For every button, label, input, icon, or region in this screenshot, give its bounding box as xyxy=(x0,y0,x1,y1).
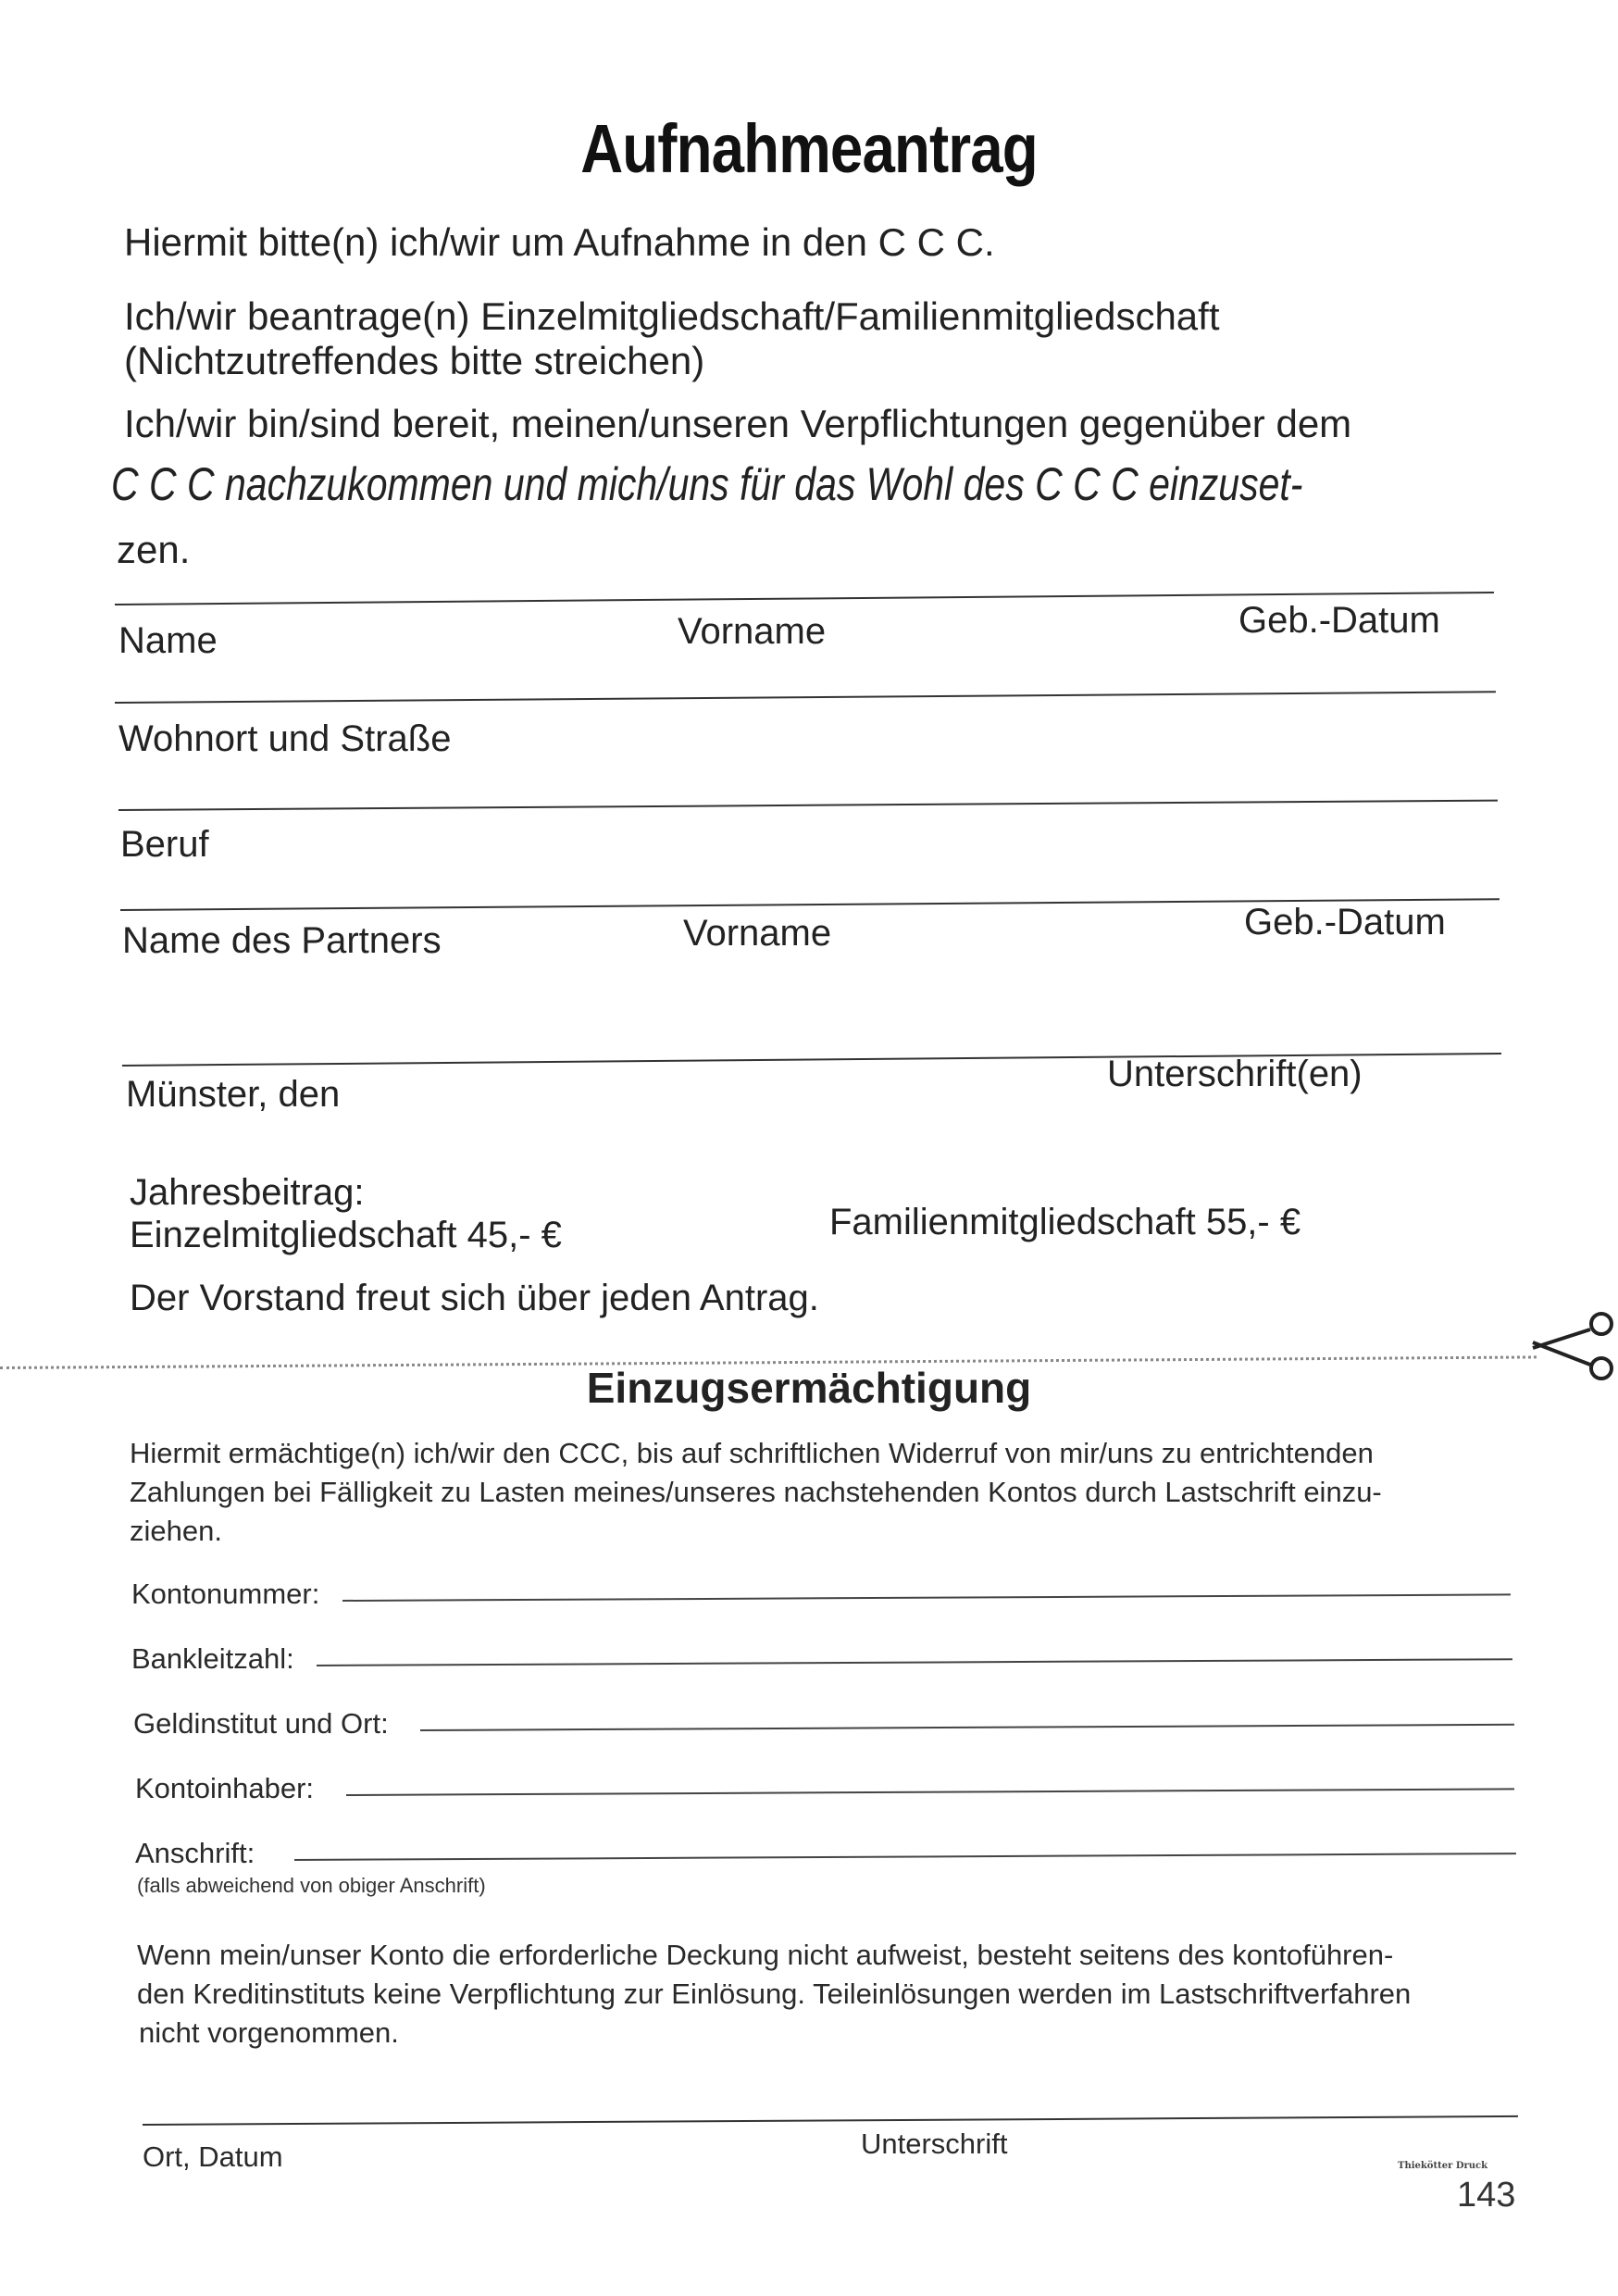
anschrift-field[interactable] xyxy=(294,1853,1516,1861)
printer-imprint: Thiekötter Druck xyxy=(1398,2161,1488,2171)
intro-line-3: (Nichtzutreffendes bitte streichen) xyxy=(124,339,705,382)
fee-single: Einzelmitgliedschaft 45,- € xyxy=(130,1215,562,1255)
intro-line-2: Ich/wir beantrage(n) Einzelmitgliedschaft/Familienmitgliedschaft xyxy=(124,294,1220,338)
beruf-label: Beruf xyxy=(120,824,209,865)
fee-family: Familienmitgliedschaft 55,- € xyxy=(829,1202,1301,1242)
bankleitzahl-field[interactable] xyxy=(317,1658,1512,1666)
notice-line-1: Wenn mein/unser Konto die erforderliche Deckung nicht aufweist, besteht seitens des kontoführen- xyxy=(137,1939,1394,1971)
mandate-text-1: Hiermit ermächtige(n) ich/wir den CCC, bis auf schriftlichen Widerruf von mir/uns zu entrichtenden xyxy=(130,1437,1374,1469)
fees-closing: Der Vorstand freut sich über jeden Antrag. xyxy=(130,1278,819,1318)
partner-vorname-label: Vorname xyxy=(683,913,832,954)
page-number: 143 xyxy=(1457,2176,1516,2215)
intro-line-6: zen. xyxy=(117,528,191,571)
mandate-ort-datum-label: Ort, Datum xyxy=(143,2140,283,2173)
wohnort-label: Wohnort und Straße xyxy=(118,718,452,759)
mandate-unterschrift-label: Unterschrift xyxy=(861,2128,1008,2160)
bankleitzahl-label: Bankleitzahl: xyxy=(131,1642,294,1675)
unterschriften-label: Unterschrift(en) xyxy=(1107,1054,1363,1094)
geldinstitut-field[interactable] xyxy=(420,1724,1514,1731)
anschrift-note: (falls abweichend von obiger Anschrift) xyxy=(137,1874,486,1897)
partner-geb-datum-label: Geb.-Datum xyxy=(1244,902,1446,942)
mandate-text-3: ziehen. xyxy=(130,1515,222,1547)
fees-heading: Jahresbeitrag: xyxy=(130,1172,365,1213)
page-title: Aufnahmeantrag xyxy=(580,110,1038,187)
mandate-title: Einzugsermächtigung xyxy=(586,1364,1032,1412)
kontonummer-field[interactable] xyxy=(342,1593,1511,1602)
intro-line-5: C C C nachzukommen und mich/uns für das Wohl des C C C einzuset- xyxy=(111,458,1303,510)
intro-line-1: Hiermit bitte(n) ich/wir um Aufnahme in den C C C. xyxy=(124,220,995,264)
notice-line-2: den Kreditinstituts keine Verpflichtung zur Einlösung. Teileinlösungen werden im Lastschriftverfahren xyxy=(137,1978,1412,2010)
kontoinhaber-field[interactable] xyxy=(346,1788,1514,1796)
intro-line-4: Ich/wir bin/sind bereit, meinen/unseren Verpflichtungen gegenüber dem xyxy=(124,402,1352,445)
name-label: Name xyxy=(118,620,218,661)
geldinstitut-label: Geldinstitut und Ort: xyxy=(133,1707,389,1740)
ort-datum-label: Münster, den xyxy=(126,1074,341,1115)
mandate-text-2: Zahlungen bei Fälligkeit zu Lasten meines/unseres nachstehenden Kontos durch Lastschrift einzu- xyxy=(130,1476,1382,1508)
kontoinhaber-label: Kontoinhaber: xyxy=(135,1772,315,1804)
geb-datum-label: Geb.-Datum xyxy=(1238,600,1440,641)
anschrift-label: Anschrift: xyxy=(135,1837,255,1869)
vorname-label: Vorname xyxy=(678,611,827,652)
mandate-signature-line[interactable] xyxy=(143,2115,1518,2126)
kontonummer-label: Kontonummer: xyxy=(131,1578,320,1610)
name-row-fill-line[interactable] xyxy=(115,691,1496,704)
wohnort-fill-line[interactable] xyxy=(118,800,1498,811)
notice-line-3: nicht vorgenommen. xyxy=(139,2016,399,2049)
partner-name-label: Name des Partners xyxy=(122,920,442,961)
